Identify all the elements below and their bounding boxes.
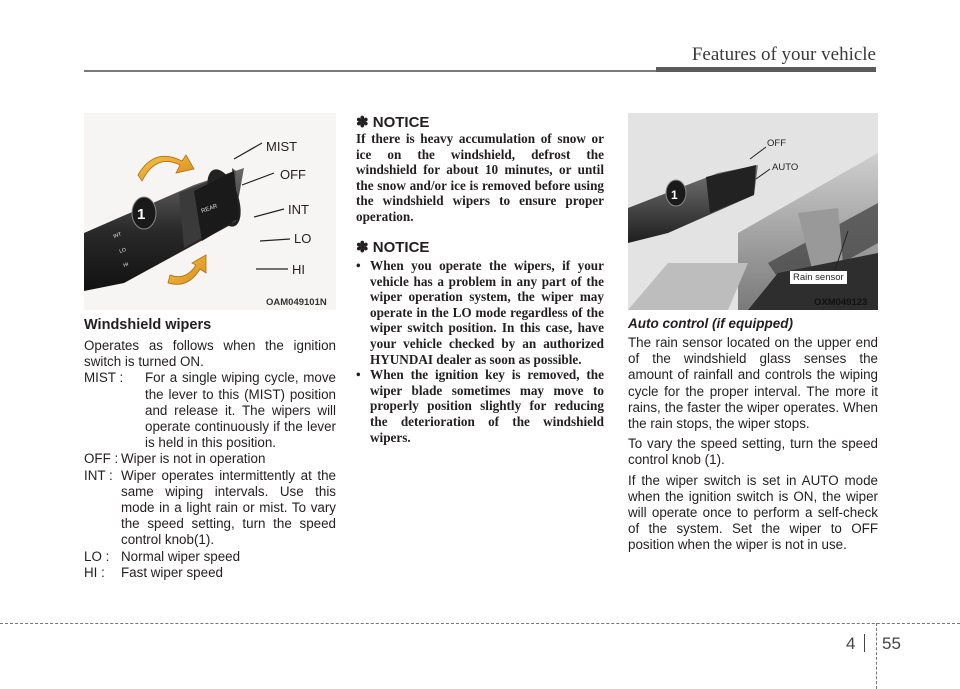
intro-paragraph: Operates as follows when the ignition switch is turned ON. (84, 338, 336, 370)
notice-title: ✽ NOTICE (356, 114, 430, 131)
lever-label-lo: LO (294, 231, 312, 246)
mode-item (84, 565, 336, 581)
left-body (84, 338, 336, 581)
lever-label-off: OFF (767, 138, 786, 149)
notice-bullets (356, 258, 604, 445)
paragraph: If the wiper switch is set in AUTO mode when the ignition switch is ON, the wiper will operate once to perform a self-check of the system. Set the wiper to OFF position when the wiper is not in use. (628, 472, 878, 553)
svg-text:MIST: MIST (104, 213, 118, 223)
lever-label-off: OFF (280, 167, 306, 182)
lever-label-auto: AUTO (772, 162, 799, 173)
figure-code: OAM049101N (266, 297, 327, 308)
mode-item (84, 451, 336, 467)
mode-term: OFF : (84, 451, 119, 467)
paragraph: The rain sensor located on the upper end of the windshield glass senses the amount of rainfall and controls the wiping cycle for the proper interval. The more it rains, the faster the wiper operates. When the rain stops, the wiper stops. (628, 335, 878, 432)
lever-label-hi: HI (292, 262, 305, 277)
lever-label-mist: MIST (266, 139, 298, 154)
page-number: 55 (882, 634, 901, 653)
chapter-number: 4 (846, 634, 856, 653)
right-body (628, 335, 878, 554)
svg-text:1: 1 (671, 188, 678, 202)
footer-vertical-rule (876, 623, 877, 689)
mode-item (84, 370, 336, 451)
lever-label-int: INT (288, 202, 309, 217)
mode-text: For a single wiping cycle, move the lever to this (MIST) position and release it. The wipers will operate continuously if the lever is held in this position. (145, 370, 336, 451)
page-header-title: Features of your vehicle (691, 44, 876, 65)
wiper-lever-figure (84, 113, 336, 310)
section-title: Windshield wipers (84, 317, 212, 333)
mode-term: HI : (84, 564, 105, 580)
mode-text: Fast wiper speed (121, 564, 223, 580)
notice-body: If there is heavy accumulation of snow or ice on the windshield, defrost the windshield for about 10 minutes, or until the snow and/or ice is removed before using the windshield wipers to ensure proper operation. (356, 131, 604, 224)
svg-text:REAR: REAR (200, 203, 219, 215)
notice-bullet: • When the ignition key is removed, the wiper blade sometimes may move to properly position slightly for reducing the deterioration of the windshield wipers. (356, 367, 604, 445)
svg-text:INT: INT (112, 231, 123, 240)
mode-text: Wiper operates intermittently at the same wiping intervals. Use this mode in a light rain or mist. To vary the speed setting, turn the speed control knob(1). (121, 467, 336, 548)
mode-text: Wiper is not in operation (121, 451, 266, 467)
notice-title: ✽ NOTICE (356, 239, 430, 256)
rain-sensor-label: Rain sensor (790, 271, 847, 284)
notice-bullet: • When you operate the wipers, if your vehicle has a problem in any part of the wiper operation system, the wiper may operate in the LO mode regardless of the wiper switch position. In this case, have your vehicle checked by an authorized HYUNDAI dealer as soon as possible. (356, 258, 604, 367)
footer-rule (0, 623, 960, 624)
mode-term: MIST : (84, 370, 124, 386)
page-number-separator (864, 634, 865, 652)
figure-code: OXM049123 (814, 297, 868, 308)
svg-text:HI: HI (122, 261, 130, 269)
svg-text:1: 1 (137, 206, 146, 223)
svg-text:LO: LO (118, 246, 127, 255)
section-title: Auto control (if equipped) (628, 316, 793, 331)
mode-text: Normal wiper speed (121, 548, 241, 564)
mode-item (84, 468, 336, 549)
mode-term: INT : (84, 467, 113, 483)
rain-sensor-figure (628, 113, 878, 310)
paragraph: To vary the speed setting, turn the speed control knob (1). (628, 436, 878, 468)
mode-item (84, 549, 336, 565)
header-rule-accent (656, 67, 876, 72)
mode-term: LO : (84, 548, 110, 564)
